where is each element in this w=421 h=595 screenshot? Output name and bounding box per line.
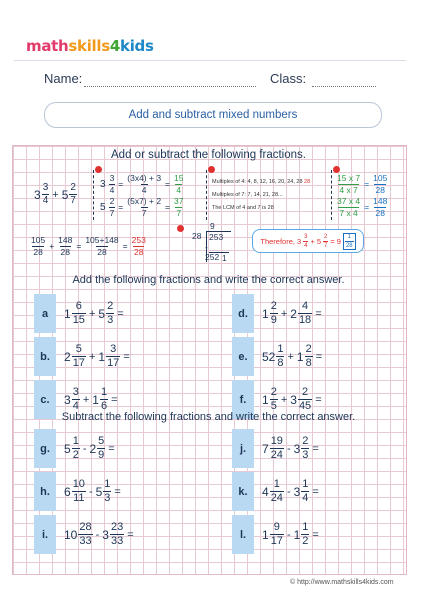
name-field[interactable]: [84, 85, 256, 87]
problem-expression: 6 $\frac{10}{11}$ - 5 $\frac{1}{3}$ =: [64, 478, 121, 504]
step-marker-icon: [177, 225, 184, 232]
problem-item: [232, 515, 383, 554]
example-separator: [93, 170, 95, 220]
answer-space[interactable]: [122, 390, 182, 410]
step-marker-icon: [208, 166, 215, 173]
problem-item: [34, 337, 194, 376]
step-marker-icon: [95, 166, 102, 173]
answer-space[interactable]: [128, 304, 188, 324]
add-section-heading: Add the following fractions and write the correct answer.: [72, 274, 345, 286]
problem-expression: 52 $\frac{1}{8}$ + 1 $\frac{2}{8}$ =: [262, 343, 323, 369]
answer-space[interactable]: [323, 439, 383, 459]
therefore-answer: Therefore, 3 $\frac{3}{4}$ + 5 $\frac{2}{7}$ = 9 $\frac{1}{28}$: [252, 229, 364, 253]
footer-url: © http://www.mathskills4kids.com: [290, 579, 394, 586]
problem-expression: 10 $\frac{28}{33}$ - 3 $\frac{23}{33}$ =: [64, 521, 134, 547]
name-label: Name:: [44, 71, 83, 86]
multiples-of-7-note: Multiples of 7: 7, 14, 21, 28...: [212, 192, 283, 198]
lcm-note: The LCM of 4 and 7 is 28: [212, 205, 274, 211]
example-step1: 3 $\frac{3}{4}$ = $\frac{(3x4) + 3}{4}$ = $\frac{15}{4}$: [100, 173, 184, 195]
worksheet-title: Add and subtract mixed numbers: [44, 102, 382, 128]
answer-space[interactable]: [119, 439, 179, 459]
answer-space[interactable]: [323, 482, 383, 502]
problem-item: [232, 294, 386, 333]
answer-space[interactable]: [125, 482, 185, 502]
problem-item: [34, 294, 188, 333]
problem-letter: f.: [232, 380, 254, 419]
problem-letter: c.: [34, 380, 56, 419]
class-field[interactable]: [312, 85, 376, 87]
problem-letter: e.: [232, 337, 254, 376]
header-divider: [14, 60, 406, 61]
problem-letter: b.: [34, 337, 56, 376]
notes-separator: [206, 170, 208, 220]
example-step2: 5 $\frac{2}{7}$ = $\frac{(5x7) + 2}{7}$ = $\frac{37}{7}$: [100, 196, 184, 218]
problem-item: [34, 429, 179, 468]
problem-letter: a: [34, 294, 56, 333]
answer-space[interactable]: [323, 525, 383, 545]
problem-letter: j.: [232, 429, 254, 468]
conversion-1: $\frac{15 x 7}{4 x 7}$ = $\frac{105}{28}$: [337, 173, 388, 195]
problem-expression: 1 $\frac{6}{15}$ + 5 $\frac{2}{3}$ =: [64, 300, 124, 326]
problem-expression: 1 $\frac{2}{9}$ + 2 $\frac{4}{18}$ =: [262, 300, 322, 326]
example-main-problem: 3 $\frac{3}{4}$ + 5 $\frac{2}{7}$: [34, 182, 76, 206]
problem-expression: 5 $\frac{1}{2}$ - 2 $\frac{5}{9}$ =: [64, 435, 115, 461]
problem-item: [232, 429, 383, 468]
problem-expression: 1 $\frac{2}{5}$ + 3 $\frac{2}{45}$ =: [262, 386, 322, 412]
problem-letter: d.: [232, 294, 254, 333]
step-marker-icon: [333, 166, 340, 173]
answer-space[interactable]: [134, 347, 194, 367]
problem-expression: 7 $\frac{19}{24}$ - 3 $\frac{2}{3}$ =: [262, 435, 319, 461]
subtract-section-heading: Subtract the following fractions and write the correct answer.: [61, 411, 356, 423]
conv-separator: [331, 170, 333, 220]
answer-space[interactable]: [138, 525, 198, 545]
problem-letter: h.: [34, 472, 56, 511]
problem-item: [232, 472, 383, 511]
example-heading: Add or subtract the following fractions.: [111, 149, 306, 161]
class-label: Class:: [270, 71, 307, 86]
problem-letter: l.: [232, 515, 254, 554]
problem-item: [34, 472, 185, 511]
answer-space[interactable]: [326, 390, 386, 410]
problem-item: [232, 337, 386, 376]
problem-letter: k.: [232, 472, 254, 511]
multiples-of-4-note: Multiples of 4: 4, 8, 12, 16, 20, 24, 28 28: [212, 179, 311, 185]
sum-line: $\frac{105}{28}$ + $\frac{148}{28}$ = $\frac{105+148}{28}$ = $\frac{253}{28}$: [31, 235, 146, 257]
problem-expression: 3 $\frac{3}{4}$ + 1 $\frac{1}{6}$ =: [64, 386, 118, 412]
problem-expression: 2 $\frac{5}{17}$ + 1 $\frac{3}{17}$ =: [64, 343, 130, 369]
logo: mathskills4kids: [26, 37, 154, 55]
problem-letter: g.: [34, 429, 56, 468]
conversion-2: $\frac{37 x 4}{7 x 4}$ = $\frac{148}{28}$: [337, 196, 388, 218]
problem-item: [34, 515, 198, 554]
answer-space[interactable]: [326, 347, 386, 367]
problem-expression: 1 $\frac{9}{17}$ - 1 $\frac{1}{2}$ =: [262, 521, 319, 547]
problem-expression: 4 $\frac{1}{24}$ - 3 $\frac{1}{4}$ =: [262, 478, 319, 504]
problem-letter: i.: [34, 515, 56, 554]
answer-space[interactable]: [326, 304, 386, 324]
